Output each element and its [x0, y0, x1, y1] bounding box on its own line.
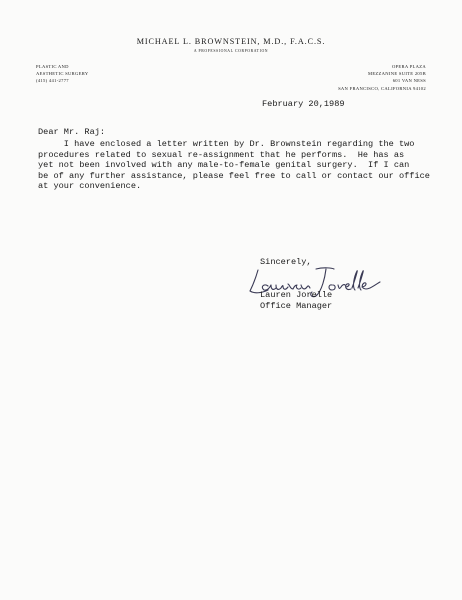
- letterhead-left-block: [36, 63, 88, 85]
- letter-date: February 20,1989: [262, 99, 345, 109]
- letterhead-address-block: [338, 63, 426, 92]
- signer-title: Office Manager: [260, 301, 333, 311]
- body-line: be of any further assistance, please feel free to call or contact our office: [38, 170, 430, 181]
- letterhead-left-line: PLASTIC AND: [36, 64, 69, 69]
- letterhead-address-line: SAN FRANCISCO, CALIFORNIA 94102: [338, 85, 426, 91]
- letter-salutation: Dear Mr. Raj:: [38, 127, 106, 137]
- body-line: at your convenience.: [38, 181, 142, 192]
- letterhead-name: MICHAEL L. BROWNSTEIN, M.D., F.A.C.S.: [136, 37, 326, 46]
- letterhead-left-line: AESTHETIC SURGERY: [36, 71, 89, 77]
- letterhead-address-line: 601 VAN NESS: [392, 78, 426, 84]
- letterhead-phone: (415) 441-2777: [36, 78, 69, 84]
- signer-name: Lauren Jorelle: [260, 290, 333, 300]
- letter-closing: Sincerely,: [260, 257, 312, 267]
- letterhead-address-line: OPERA PLAZA: [391, 64, 426, 69]
- body-line: I have enclosed a letter written by Dr. Brownstein regarding the two: [38, 139, 415, 149]
- letter-body: [38, 139, 430, 192]
- letterhead-address-line: MEZZANINE SUITE 205B: [367, 71, 426, 77]
- body-line: procedures related to sexual re-assignment that he performs. He has as: [38, 149, 405, 160]
- body-line: yet not been involved with any male-to-female genital surgery. If I can: [38, 160, 410, 171]
- letterhead-subtitle: A PROFESSIONAL CORPORATION: [193, 49, 269, 53]
